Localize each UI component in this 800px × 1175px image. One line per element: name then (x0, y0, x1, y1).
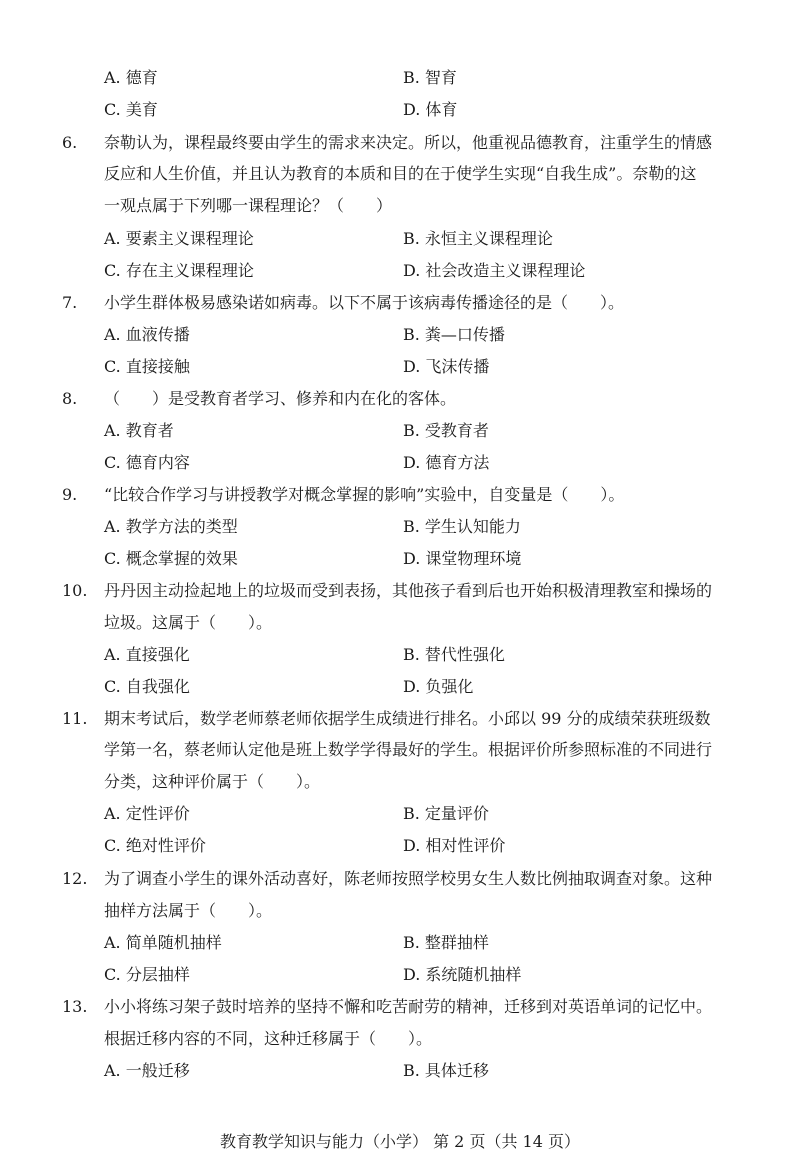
option-c: C. 绝对性评价 (104, 836, 206, 855)
question-text: 奈勒认为，课程最终要由学生的需求来决定。所以，他重视品德教育，注重学生的情感 (104, 133, 713, 152)
option-b: B. 具体迁移 (403, 1061, 489, 1080)
option-b: B. 受教育者 (403, 421, 489, 440)
option-c: C. 直接接触 (104, 357, 190, 376)
option-b: B. 替代性强化 (403, 645, 505, 664)
option-c: C. 分层抽样 (104, 965, 190, 984)
option-d: D. 相对性评价 (403, 836, 506, 855)
question-text: 小小将练习架子鼓时培养的坚持不懈和吃苦耐劳的精神，迁移到对英语单词的记忆中。 (104, 997, 713, 1016)
option-c: C. 自我强化 (104, 677, 190, 696)
option-b: B. 粪—口传播 (403, 325, 505, 344)
question-text: 学第一名，蔡老师认定他是班上数学学得最好的学生。根据评价所参照标准的不同进行 (104, 740, 713, 759)
question-number: 10. (62, 581, 88, 600)
option-a: A. 直接强化 (104, 645, 190, 664)
option-a: A. 简单随机抽样 (104, 933, 222, 952)
question-text: 根据迁移内容的不同，这种迁移属于（ ）。 (104, 1029, 433, 1048)
option-b: B. 定量评价 (403, 804, 489, 823)
page-footer: 教育教学知识与能力（小学） 第 2 页（共 14 页） (220, 1132, 580, 1151)
option-a: A. 定性评价 (104, 804, 190, 823)
option-a: A. 一般迁移 (104, 1061, 190, 1080)
option-c: C. 概念掌握的效果 (104, 549, 238, 568)
option-a: A. 教育者 (104, 421, 174, 440)
option-c: C. 美育 (104, 100, 158, 119)
option-c: C. 存在主义课程理论 (104, 261, 254, 280)
option-a: A. 要素主义课程理论 (104, 229, 254, 248)
question-text: 分类，这种评价属于（ ）。 (104, 772, 321, 791)
question-text: 一观点属于下列哪一课程理论？（ ） (104, 196, 393, 215)
question-number: 6. (62, 133, 78, 152)
question-number: 13. (62, 997, 88, 1016)
question-number: 11. (62, 709, 88, 728)
option-d: D. 课堂物理环境 (403, 549, 522, 568)
option-c: C. 德育内容 (104, 453, 190, 472)
option-a: A. 血液传播 (104, 325, 190, 344)
question-text: “比较合作学习与讲授教学对概念掌握的影响”实验中，自变量是（ ）。 (104, 485, 625, 504)
option-d: D. 飞沫传播 (403, 357, 490, 376)
question-text: 抽样方法属于（ ）。 (104, 901, 273, 920)
question-number: 7. (62, 293, 78, 312)
question-text: 小学生群体极易感染诺如病毒。以下不属于该病毒传播途径的是（ ）。 (104, 293, 625, 312)
option-b: B. 智育 (403, 68, 457, 87)
question-text: 反应和人生价值，并且认为教育的本质和目的在于使学生实现“自我生成”。奈勒的这 (104, 164, 697, 183)
option-d: D. 负强化 (403, 677, 474, 696)
question-text: 垃圾。这属于（ ）。 (104, 613, 273, 632)
option-d: D. 社会改造主义课程理论 (403, 261, 586, 280)
option-a: A. 教学方法的类型 (104, 517, 238, 536)
option-a: A. 德育 (104, 68, 158, 87)
option-b: B. 整群抽样 (403, 933, 489, 952)
option-d: D. 系统随机抽样 (403, 965, 522, 984)
option-b: B. 学生认知能力 (403, 517, 521, 536)
question-text: 期末考试后，数学老师蔡老师依据学生成绩进行排名。小邱以 99 分的成绩荣获班级数 (104, 709, 711, 728)
option-d: D. 体育 (403, 100, 458, 119)
question-number: 9. (62, 485, 78, 504)
question-text: （ ）是受教育者学习、修养和内在化的客体。 (104, 389, 457, 408)
question-text: 丹丹因主动捡起地上的垃圾而受到表扬，其他孩子看到后也开始积极清理教室和操场的 (104, 581, 713, 600)
option-b: B. 永恒主义课程理论 (403, 229, 553, 248)
question-number: 12. (62, 869, 88, 888)
question-number: 8. (62, 389, 78, 408)
question-text: 为了调查小学生的课外活动喜好，陈老师按照学校男女生人数比例抽取调查对象。这种 (104, 869, 713, 888)
option-d: D. 德育方法 (403, 453, 490, 472)
